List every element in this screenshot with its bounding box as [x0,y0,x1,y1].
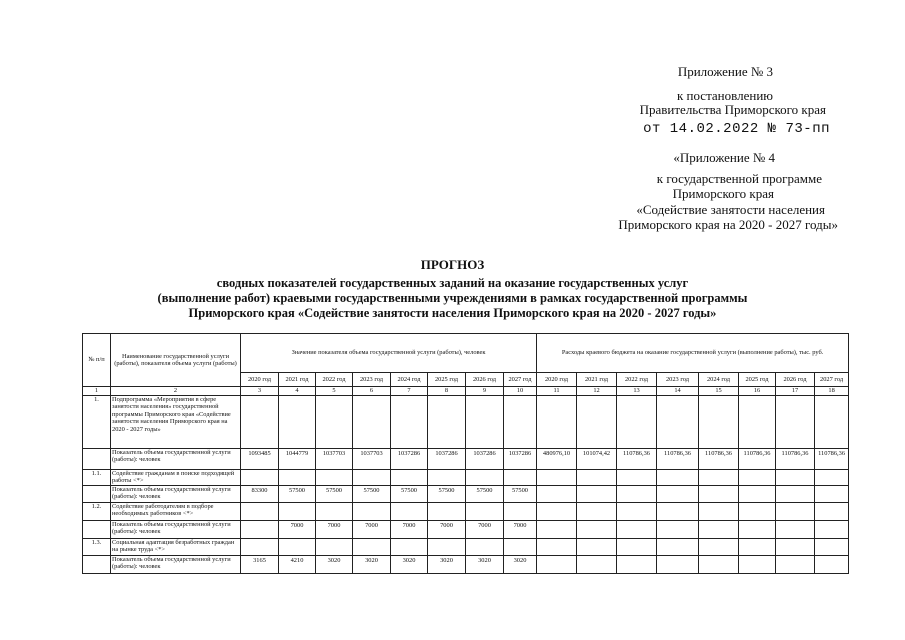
expense-cell [776,485,815,502]
government-label: Правительства Приморского края [639,102,826,117]
row-index [83,555,111,573]
value-cell: 1037286 [428,448,466,469]
value-cell [391,469,428,485]
expense-cell [617,469,657,485]
row-name: Показатель объема государственной услуги (работы): человек [111,485,241,502]
forecast-table [82,333,849,574]
value-cell [241,469,279,485]
table-row [83,520,849,538]
expense-cell [815,520,849,538]
value-cell [428,395,466,448]
expense-cell [537,469,577,485]
appendix-3-label: Приложение № 3 [677,64,773,79]
value-cell: 1093485 [241,448,279,469]
value-cell: 7000 [391,520,428,538]
column-number: 1 [83,387,111,396]
row-name: Показатель объема государственной услуги (работы): человек [111,555,241,573]
value-cell [279,538,316,555]
expense-cell [617,502,657,520]
row-name: Показатель объема государственной услуги (работы): человек [111,520,241,538]
value-cell [391,502,428,520]
value-cell [241,502,279,520]
value-cell [316,469,353,485]
expense-cell [537,395,577,448]
row-index [83,485,111,502]
resolution-stamp: от 14.02.2022 № 73-пп [643,121,830,137]
document-title: ПРОГНОЗ [420,257,485,272]
value-cell [279,469,316,485]
value-cell [391,538,428,555]
value-cell [353,395,391,448]
program-name-label: «Содействие занятости населения [636,202,825,217]
expense-cell [657,555,699,573]
column-number: 4 [279,387,316,396]
row-name: Содействие работодателям в подборе необходимых работников <*> [111,502,241,520]
value-cell: 57500 [279,485,316,502]
table-row [83,448,849,469]
row-index: 1.1. [83,469,111,485]
value-cell [466,502,504,520]
expense-cell [815,485,849,502]
expense-cell [776,520,815,538]
expense-cell: 110786,36 [739,448,776,469]
expense-cell [617,485,657,502]
table-row [83,485,849,502]
column-number: 6 [353,387,391,396]
expense-cell [699,502,739,520]
value-cell: 83300 [241,485,279,502]
value-cell: 7000 [316,520,353,538]
value-cell [504,395,537,448]
row-name: Содействие гражданам в поиске подходящей работы <*> [111,469,241,485]
expense-cell [657,469,699,485]
expense-cell [577,395,617,448]
column-number: 8 [428,387,466,396]
appendix-4-label: «Приложение № 4 [673,150,775,165]
region-label: Приморского края [672,186,774,201]
expense-cell [739,469,776,485]
expense-cell [699,538,739,555]
expense-cell: 101074,42 [577,448,617,469]
value-cell [279,395,316,448]
expense-cell [537,538,577,555]
expense-cell [739,538,776,555]
value-cell: 1037703 [353,448,391,469]
column-number: 11 [537,387,577,396]
expenses-year-header: 2025 год [739,373,776,387]
row-index [83,448,111,469]
program-years-label: Приморского края на 2020 - 2027 годы» [618,217,838,232]
expense-cell [577,469,617,485]
value-cell [353,502,391,520]
value-cell: 1037286 [466,448,504,469]
table-row [83,395,849,448]
expense-cell [815,555,849,573]
value-cell [279,502,316,520]
expense-cell [699,485,739,502]
value-cell [316,538,353,555]
expense-cell [577,502,617,520]
value-cell [353,469,391,485]
value-cell [466,469,504,485]
values-year-header: 2020 год [241,373,279,387]
title-line-1: сводных показателей государственных заданий на оказание государственных услуг [216,276,689,290]
table-row [83,555,849,573]
row-index [83,520,111,538]
expenses-year-header: 2024 год [699,373,739,387]
value-cell: 7000 [353,520,391,538]
expense-cell: 110786,36 [815,448,849,469]
expense-cell [815,538,849,555]
expense-cell [657,502,699,520]
value-cell [504,469,537,485]
row-index: 1.2. [83,502,111,520]
expense-cell [657,395,699,448]
value-cell: 1037286 [391,448,428,469]
value-cell: 3020 [316,555,353,573]
expense-cell: 110786,36 [617,448,657,469]
row-name: Социальная адаптация безработных граждан на рынке труда <*> [111,538,241,555]
expense-cell [739,520,776,538]
expense-cell [815,502,849,520]
value-cell: 3020 [504,555,537,573]
title-line-2: (выполнение работ) краевыми государственными учреждениями в рамках государственной программы [157,291,748,305]
value-cell: 57500 [353,485,391,502]
row-index: 1.3. [83,538,111,555]
values-year-header: 2022 год [316,373,353,387]
row-name: Подпрограмма «Мероприятия в сфере занятости населения» государственной программы Приморского края «Содействие занятости населения Приморского края на 2020 - 2027 годы» [111,395,241,448]
expenses-year-header: 2020 год [537,373,577,387]
value-cell [316,395,353,448]
column-number: 9 [466,387,504,396]
header-name: Наименование государственной услуги (работы), показателя объема услуги (работы) [111,334,241,387]
expense-cell [739,485,776,502]
expense-cell [537,502,577,520]
header-index: № п/п [83,334,111,387]
value-cell: 7000 [279,520,316,538]
column-number: 7 [391,387,428,396]
expense-cell: 480976,10 [537,448,577,469]
expenses-year-header: 2022 год [617,373,657,387]
values-year-header: 2027 год [504,373,537,387]
expense-cell [699,395,739,448]
expenses-year-header: 2027 год [815,373,849,387]
expense-cell [617,520,657,538]
value-cell [241,538,279,555]
value-cell: 1044779 [279,448,316,469]
value-cell: 3020 [466,555,504,573]
value-cell [391,395,428,448]
expense-cell [577,538,617,555]
column-number: 10 [504,387,537,396]
expense-cell [739,502,776,520]
expense-cell [657,538,699,555]
column-number: 13 [617,387,657,396]
expenses-year-header: 2023 год [657,373,699,387]
value-cell: 57500 [466,485,504,502]
expense-cell [537,520,577,538]
value-cell: 3165 [241,555,279,573]
table-row [83,502,849,520]
column-number: 18 [815,387,849,396]
value-cell: 3020 [353,555,391,573]
value-cell [241,395,279,448]
expense-cell [657,520,699,538]
value-cell [466,538,504,555]
column-number: 2 [111,387,241,396]
header-values: Значение показателя объема государственной услуги (работы), человек [241,334,537,373]
to-resolution-label: к постановлению [676,88,773,103]
expense-cell [815,469,849,485]
value-cell: 57500 [391,485,428,502]
value-cell: 57500 [316,485,353,502]
row-index: 1. [83,395,111,448]
value-cell [466,395,504,448]
expense-cell [617,555,657,573]
expense-cell [577,485,617,502]
values-year-header: 2021 год [279,373,316,387]
value-cell [428,502,466,520]
expense-cell [577,555,617,573]
expense-cell [776,502,815,520]
expenses-year-header: 2026 год [776,373,815,387]
value-cell: 3020 [391,555,428,573]
column-number: 3 [241,387,279,396]
value-cell: 57500 [504,485,537,502]
expense-cell [776,538,815,555]
value-cell [504,538,537,555]
values-year-header: 2024 год [391,373,428,387]
value-cell: 3020 [428,555,466,573]
expense-cell: 110786,36 [699,448,739,469]
expense-cell: 110786,36 [657,448,699,469]
column-number: 17 [776,387,815,396]
value-cell: 1037286 [504,448,537,469]
expense-cell [776,555,815,573]
expense-cell [537,485,577,502]
value-cell: 1037703 [316,448,353,469]
expense-cell [617,395,657,448]
expense-cell [739,395,776,448]
expense-cell: 110786,36 [776,448,815,469]
column-number: 12 [577,387,617,396]
value-cell [428,538,466,555]
value-cell: 7000 [466,520,504,538]
expense-cell [699,469,739,485]
value-cell: 4210 [279,555,316,573]
expense-cell [657,485,699,502]
expense-cell [776,469,815,485]
expense-cell [739,555,776,573]
to-program-label: к государственной программе [656,171,822,186]
values-year-header: 2025 год [428,373,466,387]
column-number: 16 [739,387,776,396]
expense-cell [699,555,739,573]
column-number: 5 [316,387,353,396]
expense-cell [776,395,815,448]
value-cell [241,520,279,538]
value-cell: 7000 [504,520,537,538]
value-cell [504,502,537,520]
expense-cell [699,520,739,538]
table-row [83,469,849,485]
values-year-header: 2023 год [353,373,391,387]
expense-cell [577,520,617,538]
values-year-header: 2026 год [466,373,504,387]
value-cell [428,469,466,485]
value-cell [316,502,353,520]
value-cell: 57500 [428,485,466,502]
expenses-year-header: 2021 год [577,373,617,387]
column-number: 14 [657,387,699,396]
value-cell: 7000 [428,520,466,538]
expense-cell [617,538,657,555]
title-line-3: Приморского края «Содействие занятости населения Приморского края на 2020 - 2027 годы» [188,306,717,320]
table-row [83,538,849,555]
expense-cell [815,395,849,448]
expense-cell [537,555,577,573]
column-number: 15 [699,387,739,396]
row-name: Показатель объема государственной услуги (работы): человек [111,448,241,469]
value-cell [353,538,391,555]
header-expenses: Расходы краевого бюджета на оказание государственной услуги (выполнение работы), тыс. руб. [537,334,849,373]
